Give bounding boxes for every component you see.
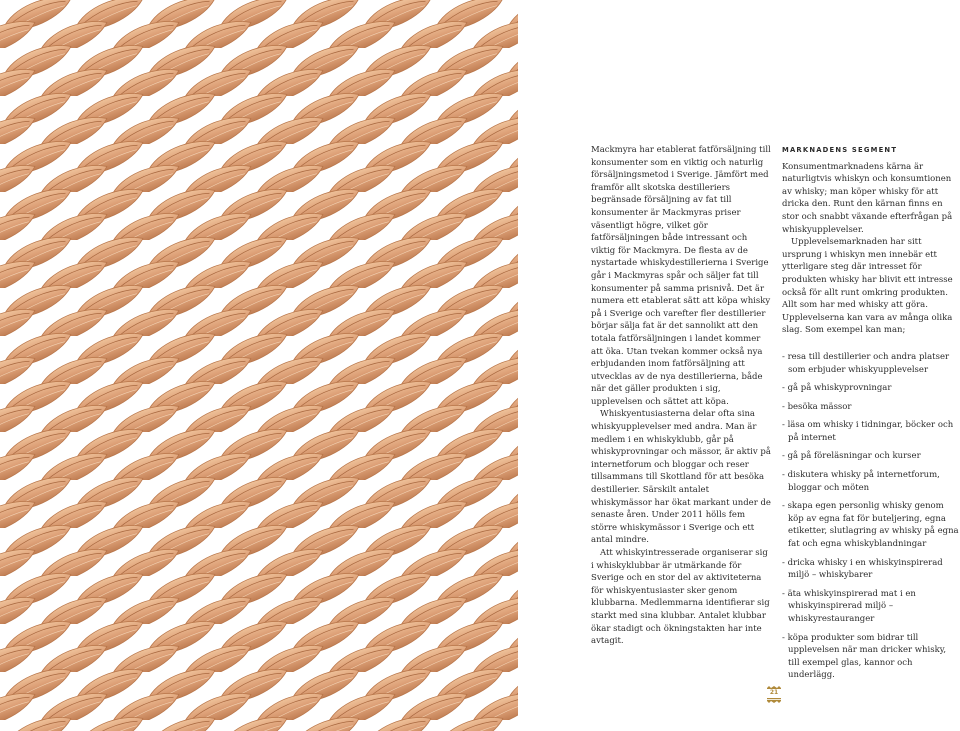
experience-list — [782, 351, 960, 682]
list-item: - skapa egen personlig whisky genom köp av egna fat för buteljering, egna etiketter, slutlagring av whisky på egna fat och egna whiskyblandningar — [782, 501, 959, 550]
list-item: - gå på whiskyprovningar — [782, 383, 892, 394]
body-text-column-left — [591, 144, 771, 648]
list-item: - besöka mässor — [782, 401, 852, 412]
section-heading: MARKNADENS SEGMENT — [782, 146, 898, 154]
body-text-column-right — [782, 144, 960, 688]
page-number-badge — [764, 686, 784, 706]
list-item: - diskutera whisky på internetforum, bloggar och möten — [782, 470, 940, 493]
list-item: - äta whiskyinspirerad mat i en whiskyinspirerad miljö – whiskyrestauranger — [782, 588, 916, 624]
paragraph: Att whiskyintresserade organiserar sig i whiskyklubbar är utmärkande för Sverige och en stor del av aktiviteterna för whiskyentusiaster sker genom klubbarna. Medlemmarna identifierar sig starkt med sina klubbar. Antalet klubbar ökar stadigt och ökningstakten har inte avtagit. — [591, 548, 770, 647]
paragraph: Whiskyentusiasterna delar ofta sina whiskyupplevelser med andra. Man är medlem i en whiskyklubb, går på whiskyprovningar och mässor, är aktiv på internetforum och bloggar och reser tillsammans till Skottland för att besöka destillerier. Särskilt antalet whiskymässor har ökat markant under de senaste åren. Under 2011 hölls fem större whiskymässor i Sverige och ett antal mindre. — [591, 409, 771, 546]
list-item: - dricka whisky i en whiskyinspirerad miljö – whiskybarer — [782, 557, 943, 581]
list-item: - resa till destillerier och andra platser som erbjuder whiskyupplevelser — [782, 351, 950, 375]
paragraph: Konsumentmarknadens kärna är naturligtvis whiskyn och konsumtionen av whisky; man köper whisky för att dricka den. Runt den kärnan finns en stor och snabbt växande efterfrågan på whiskyupplevelser. — [782, 161, 953, 235]
list-item: - gå på föreläsningar och kurser — [782, 451, 921, 462]
paragraph: Mackmyra har etablerat fatförsäljning till konsumenter som en viktig och naturlig försäljningsmetod i Sverige. Jämfört med framför allt skotska destilleriers begränsade försäljning av fat till konsumenter är Mackmyras priser väsentligt högre, vilket gör fatförsäljningen både intressant och viktig för Mackmyra. De flesta av de nystartade whiskydestillerierna i Sverige går i Mackmyras spår och säljer fat till konsumenter på samma prisnivå. Det är numera ett etablerat sätt att köpa whisky på i Sverige och varefter fler destillerier börjar sälja fat är det sannolikt att den totala fatförsäljningen i landet kommer att öka. Utan tvekan kommer också nya erbjudanden inom fatförsäljning att utvecklas av de nya destillerierna, både när det gäller produkten i sig, upplevelsen och sättet att köpa. — [591, 145, 771, 407]
page-number: 21 — [769, 689, 779, 696]
list-item: - läsa om whisky i tidningar, böcker och på internet — [782, 420, 954, 443]
paragraph: Upplevelsemarknaden har sitt ursprung i whiskyn men innebär ett ytterligare steg där intresset för produkten whisky har blivit ett intresse också för allt runt omkring produkten. Allt som har med whisky att göra. Upplevelserna kan vara av många olika slag. Som exempel kan man; — [782, 237, 953, 336]
list-item: - köpa produkter som bidrar till upplevelsen när man dricker whisky, till exempel glas, kannor och underlägg. — [782, 632, 947, 681]
